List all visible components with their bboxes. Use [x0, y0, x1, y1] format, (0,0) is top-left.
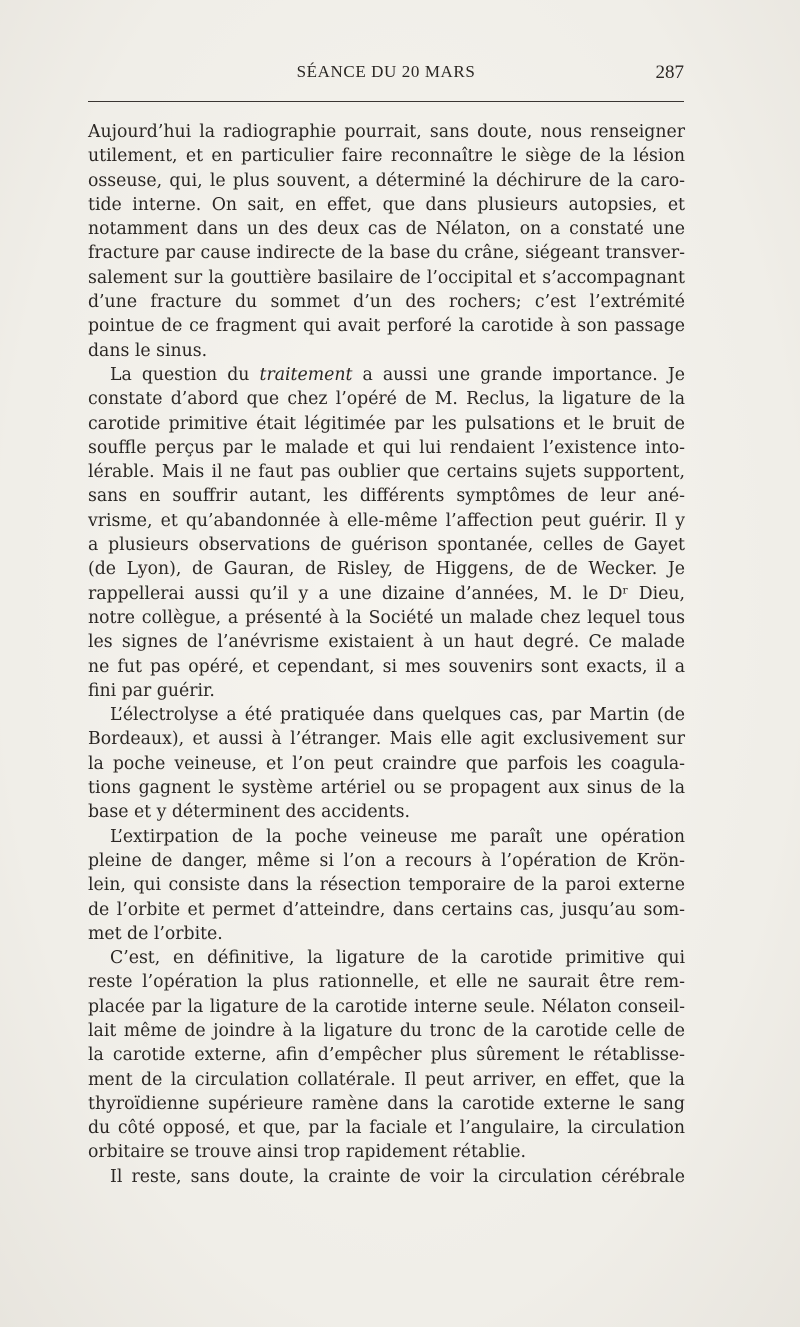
text-line: placée par la ligature de la carotide interne seule. Nélaton conseil-	[88, 996, 685, 1017]
body-text	[88, 120, 685, 1189]
text-line: vrisme, et qu’abandonnée à elle-même l’affection peut guérir. Il y	[88, 510, 685, 531]
page-header	[88, 62, 684, 90]
text-line: lein, qui consiste dans la résection temporaire de la paroi externe	[88, 875, 685, 896]
text-line: de l’orbite et permet d’atteindre, dans certains cas, jusqu’au som-	[88, 899, 685, 920]
page-number: 287	[655, 62, 684, 83]
text-line: met de l’orbite.	[88, 923, 223, 944]
text-line: la poche veineuse, et l’on peut craindre que parfois les coagula-	[88, 753, 685, 774]
text-line: fini par guérir.	[88, 680, 215, 701]
text-line: thyroïdienne supérieure ramène dans la carotide externe le sang	[88, 1093, 685, 1114]
text-line: notamment dans un des deux cas de Nélaton, on a constaté une	[88, 219, 685, 240]
text-line: tide interne. On sait, en effet, que dans plusieurs autopsies, et	[88, 194, 685, 215]
text-line: orbitaire se trouve ainsi trop rapidement rétablie.	[88, 1142, 527, 1163]
text-line: rappellerai aussi qu’il y a une dizaine d’années, M. le Dʳ Dieu,	[88, 583, 685, 604]
text-line: base et y déterminent des accidents.	[88, 802, 410, 823]
text-line: la carotide externe, afin d’empêcher plus sûrement le rétablisse-	[88, 1045, 685, 1066]
running-title: SÉANCE DU 20 MARS	[296, 62, 476, 81]
text-line: constate d’abord que chez l’opéré de M. Reclus, la ligature de la	[88, 389, 685, 410]
text-line: a plusieurs observations de guérison spontanée, celles de Gayet	[88, 535, 685, 556]
text-line: (de Lyon), de Gauran, de Risley, de Higgens, de de Wecker. Je	[88, 559, 685, 580]
text-line: Il reste, sans doute, la crainte de voir la circulation cérébrale	[110, 1166, 685, 1187]
text-line: sans en souffrir autant, les différents symptômes de leur ané-	[88, 486, 685, 507]
text-line: osseuse, qui, le plus souvent, a déterminé la déchirure de la caro-	[88, 170, 685, 191]
text-line: les signes de l’anévrisme existaient à un haut degré. Ce malade	[88, 632, 685, 653]
text-line: L’électrolyse a été pratiquée dans quelques cas, par Martin (de	[110, 705, 685, 726]
text-line: salement sur la gouttière basilaire de l’occipital et s’accompagnant	[88, 267, 685, 288]
italic-word: traitement	[259, 364, 353, 385]
text-line: Aujourd’hui la radiographie pourrait, sans doute, nous renseigner	[88, 122, 685, 142]
text-line: utilement, et en particulier faire reconnaître le siège de la lésion	[88, 146, 685, 167]
header-rule	[88, 101, 684, 102]
text-line: L’extirpation de la poche veineuse me paraît une opération	[110, 826, 685, 847]
text-line: reste l’opération la plus rationnelle, et elle ne saurait être rem-	[88, 972, 685, 993]
text-line: La question du traitement a aussi une grande importance. Je	[110, 364, 685, 385]
text-line: notre collègue, a présenté à la Société un malade chez lequel tous	[88, 607, 685, 628]
text-line: ne fut pas opéré, et cependant, si mes souvenirs sont exacts, il a	[88, 656, 685, 677]
text-line: Bordeaux), et aussi à l’étranger. Mais elle agit exclusivement sur	[88, 729, 685, 750]
text-line: pointue de ce fragment qui avait perforé la carotide à son passage	[88, 316, 685, 337]
text-line: du côté opposé, et que, par la faciale et l’angulaire, la circulation	[88, 1118, 685, 1139]
text-line: ment de la circulation collatérale. Il peut arriver, en effet, que la	[88, 1069, 685, 1090]
text-line: lait même de joindre à la ligature du tronc de la carotide celle de	[88, 1020, 685, 1041]
text-line: carotide primitive était légitimée par les pulsations et le bruit de	[88, 413, 685, 434]
text-line: C’est, en définitive, la ligature de la carotide primitive qui	[110, 948, 685, 969]
text-line: lérable. Mais il ne faut pas oublier que certains sujets supportent,	[88, 462, 685, 483]
text-line: dans le sinus.	[88, 340, 208, 361]
text-line: d’une fracture du sommet d’un des rochers; c’est l’extrémité	[88, 292, 685, 313]
text-line: fracture par cause indirecte de la base du crâne, siégeant transver-	[88, 243, 685, 264]
text-line: tions gagnent le système artériel ou se propagent aux sinus de la	[88, 778, 685, 799]
text-line: souffle perçus par le malade et qui lui rendaient l’existence into-	[88, 437, 685, 458]
text-line: pleine de danger, même si l’on a recours à l’opération de Krön-	[88, 850, 685, 871]
